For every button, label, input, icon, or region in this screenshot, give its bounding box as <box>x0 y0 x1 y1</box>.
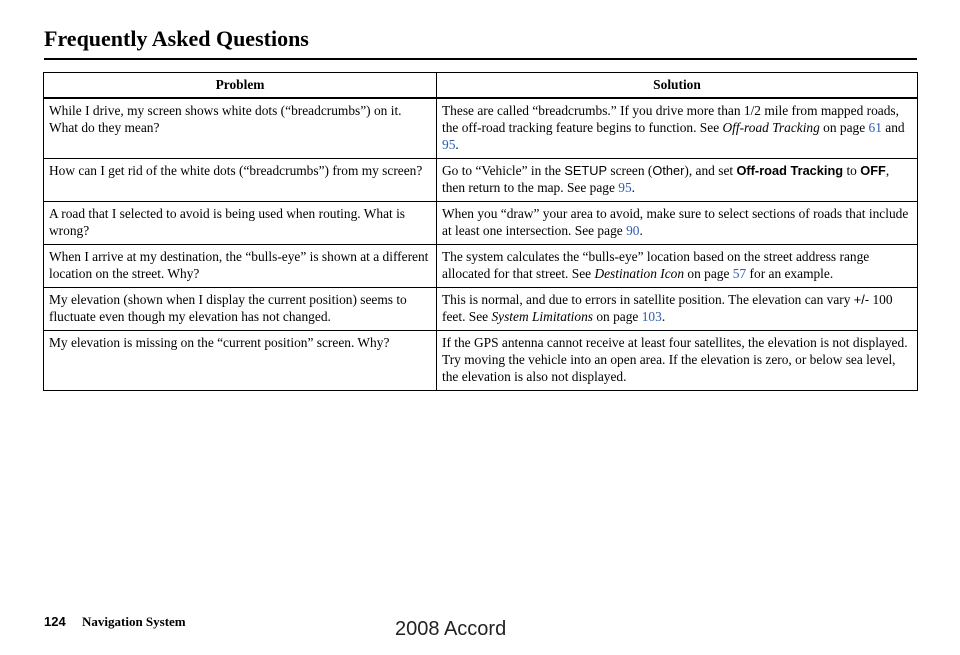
problem-cell: While I drive, my screen shows white dots (“breadcrumbs”) on it. What do they mean? <box>44 98 437 159</box>
solution-text: Go to “Vehicle” in the <box>442 163 565 178</box>
watermark-text: 2008 Accord <box>395 618 507 640</box>
screen-key-label: OFF <box>860 163 886 178</box>
table-row <box>44 159 918 202</box>
solution-text: If the GPS antenna cannot receive at least four satellites, the elevation is not displayed. Try moving the vehicle into an open area. If the elevation is zero, or below sea level, the elevation is also not displayed. <box>442 335 908 384</box>
table-row <box>44 202 918 245</box>
problem-cell: How can I get rid of the white dots (“breadcrumbs”) from my screen? <box>44 159 437 202</box>
page-link[interactable]: 95 <box>618 180 632 195</box>
table-row <box>44 245 918 288</box>
solution-text: , then return to the map. See page <box>442 163 890 195</box>
page-link[interactable]: 90 <box>626 223 640 238</box>
cross-reference: System Limitations <box>491 309 594 324</box>
solution-text: screen ( <box>607 163 653 178</box>
solution-text: on page <box>819 120 869 135</box>
solution-text: 100 feet. See <box>442 292 893 324</box>
footer-page-number: 124 <box>44 614 66 629</box>
solution-cell <box>437 159 918 202</box>
problem-cell: My elevation is missing on the “current position” screen. Why? <box>44 331 437 391</box>
faq-table <box>43 72 918 391</box>
solution-text: These are called “breadcrumbs.” If you drive more than 1/2 mile from mapped roads, the off-road tracking feature begins to function. See <box>442 103 899 135</box>
plus-minus-symbol: +/- <box>853 292 870 307</box>
solution-text: . <box>661 309 666 324</box>
solution-text: When you “draw” your area to avoid, make sure to select sections of roads that include at least one intersection. See page <box>442 206 909 238</box>
cross-reference: Off-road Tracking <box>722 120 820 135</box>
table-header-row <box>44 73 918 99</box>
table-row <box>44 331 918 391</box>
title-divider <box>44 58 917 60</box>
screen-key-label: Off-road Tracking <box>736 163 844 178</box>
page-link[interactable]: 61 <box>868 120 882 135</box>
solution-cell <box>437 288 918 331</box>
solution-text: The system calculates the “bulls-eye” location based on the street address range allocated for that street. See <box>442 249 870 281</box>
column-header-solution: Solution <box>437 73 918 99</box>
solution-cell <box>437 202 918 245</box>
screen-key-label: SETUP <box>564 163 608 178</box>
problem-cell: When I arrive at my destination, the “bulls-eye” is shown at a different location on the street. Why? <box>44 245 437 288</box>
solution-text: on page <box>684 266 733 281</box>
solution-text: to <box>843 163 861 178</box>
solution-text: This is normal, and due to errors in satellite position. The elevation can vary <box>442 292 854 307</box>
solution-text: and <box>881 120 905 135</box>
solution-text: . <box>631 180 635 195</box>
solution-text: on page <box>593 309 642 324</box>
page-title: Frequently Asked Questions <box>44 26 309 51</box>
solution-text: for an example. <box>746 266 834 281</box>
problem-cell: My elevation (shown when I display the current position) seems to fluctuate even though my elevation has not changed. <box>44 288 437 331</box>
solution-text: . <box>455 137 459 152</box>
table-row <box>44 98 918 159</box>
footer-section-label: Navigation System <box>82 614 186 629</box>
table-row <box>44 288 918 331</box>
problem-cell: A road that I selected to avoid is being used when routing. What is wrong? <box>44 202 437 245</box>
screen-key-label: Other <box>652 163 685 178</box>
page-link[interactable]: 57 <box>732 266 747 281</box>
solution-cell <box>437 245 918 288</box>
solution-cell <box>437 331 918 391</box>
page-link[interactable]: 103 <box>641 309 662 324</box>
solution-text: . <box>639 223 643 238</box>
solution-text: ), and set <box>684 163 737 178</box>
page-link[interactable]: 95 <box>442 137 456 152</box>
column-header-problem: Problem <box>44 73 437 99</box>
solution-cell <box>437 98 918 159</box>
cross-reference: Destination Icon <box>594 266 685 281</box>
